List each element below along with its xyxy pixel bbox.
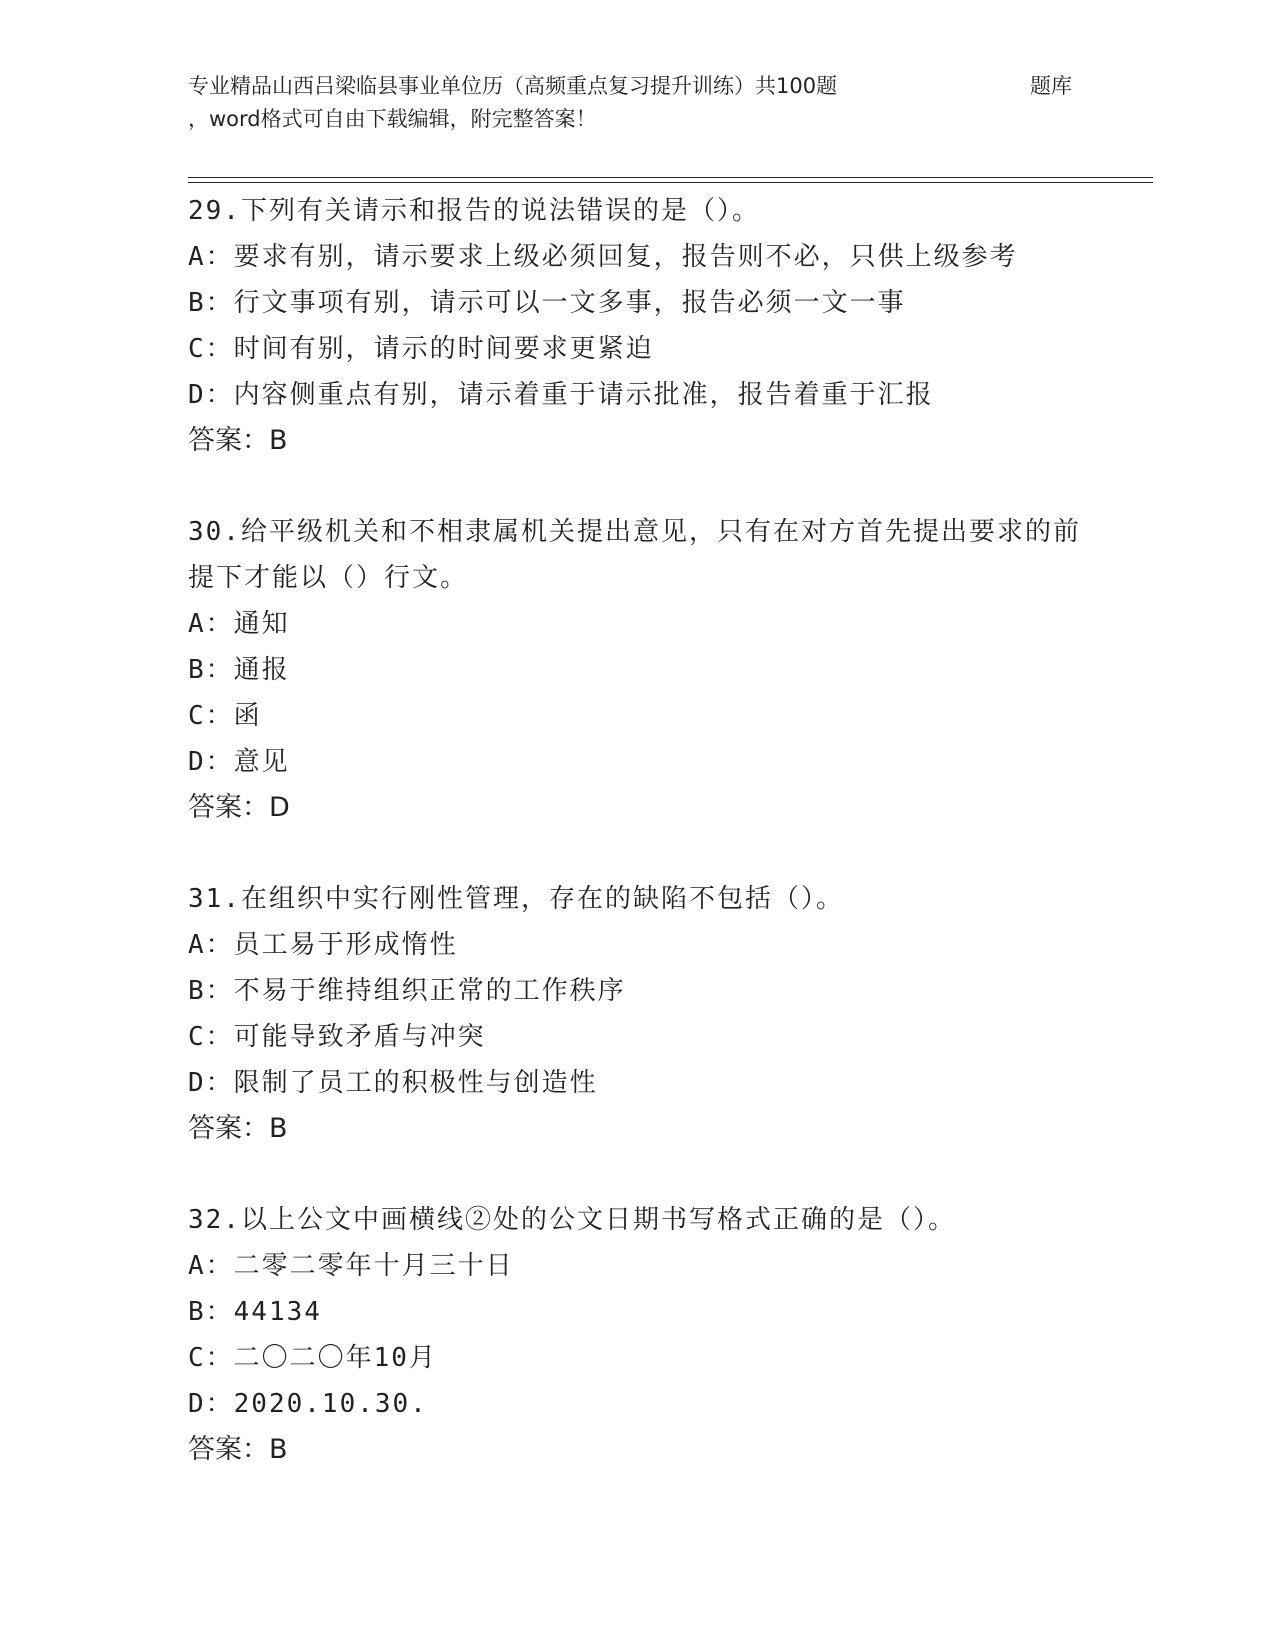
answer: 答案：B bbox=[188, 1113, 288, 1144]
option-a: A：要求有别，请示要求上级必须回复，报告则不必，只供上级参考 bbox=[188, 242, 1018, 272]
option-d: D：2020.10.30. bbox=[188, 1389, 428, 1419]
option-c: C：可能导致矛盾与冲突 bbox=[188, 1022, 486, 1052]
header-rule-bottom bbox=[188, 182, 1153, 183]
question-32 bbox=[188, 1197, 1088, 1473]
option-c: C：函 bbox=[188, 701, 262, 731]
option-d: D：意见 bbox=[188, 747, 290, 777]
document-header bbox=[188, 70, 1088, 136]
option-c: C：时间有别，请示的时间要求更紧迫 bbox=[188, 334, 654, 364]
header-tag: 题库 bbox=[1030, 74, 1072, 98]
header-line-2: ，word格式可自由下载编辑，附完整答案！ bbox=[188, 107, 597, 131]
option-a: A：通知 bbox=[188, 609, 290, 639]
question-spacer bbox=[188, 1152, 1088, 1197]
option-b: B：通报 bbox=[188, 655, 290, 685]
header-line-1 bbox=[188, 70, 1088, 103]
option-a: A：员工易于形成惰性 bbox=[188, 930, 458, 960]
header-title: 专业精品山西吕梁临县事业单位历（高频重点复习提升训练）共100题 bbox=[188, 74, 838, 98]
question-stem: 31.在组织中实行刚性管理，存在的缺陷不包括（）。 bbox=[188, 884, 844, 914]
option-d: D：内容侧重点有别，请示着重于请示批准，报告着重于汇报 bbox=[188, 380, 934, 410]
answer: 答案：B bbox=[188, 1434, 288, 1465]
answer: 答案：D bbox=[188, 792, 290, 823]
question-31 bbox=[188, 876, 1088, 1152]
option-c: C：二〇二〇年10月 bbox=[188, 1343, 437, 1373]
option-b: B：行文事项有别，请示可以一文多事，报告必须一文一事 bbox=[188, 288, 906, 318]
question-spacer bbox=[188, 464, 1088, 509]
header-rule-top bbox=[188, 177, 1153, 178]
option-a: A：二零二零年十月三十日 bbox=[188, 1251, 514, 1281]
question-stem: 29.下列有关请示和报告的说法错误的是（）。 bbox=[188, 196, 760, 226]
option-b: B：不易于维持组织正常的工作秩序 bbox=[188, 976, 626, 1006]
question-stem: 32.以上公文中画横线②处的公文日期书写格式正确的是（）。 bbox=[188, 1205, 956, 1235]
option-b: B：44134 bbox=[188, 1297, 322, 1327]
question-list bbox=[188, 188, 1088, 1473]
question-spacer bbox=[188, 831, 1088, 876]
answer: 答案：B bbox=[188, 425, 288, 456]
question-stem: 30.给平级机关和不相隶属机关提出意见，只有在对方首先提出要求的前提下才能以（）行文。 bbox=[188, 517, 1081, 593]
question-29 bbox=[188, 188, 1088, 464]
option-d: D：限制了员工的积极性与创造性 bbox=[188, 1068, 598, 1098]
question-30 bbox=[188, 509, 1088, 831]
